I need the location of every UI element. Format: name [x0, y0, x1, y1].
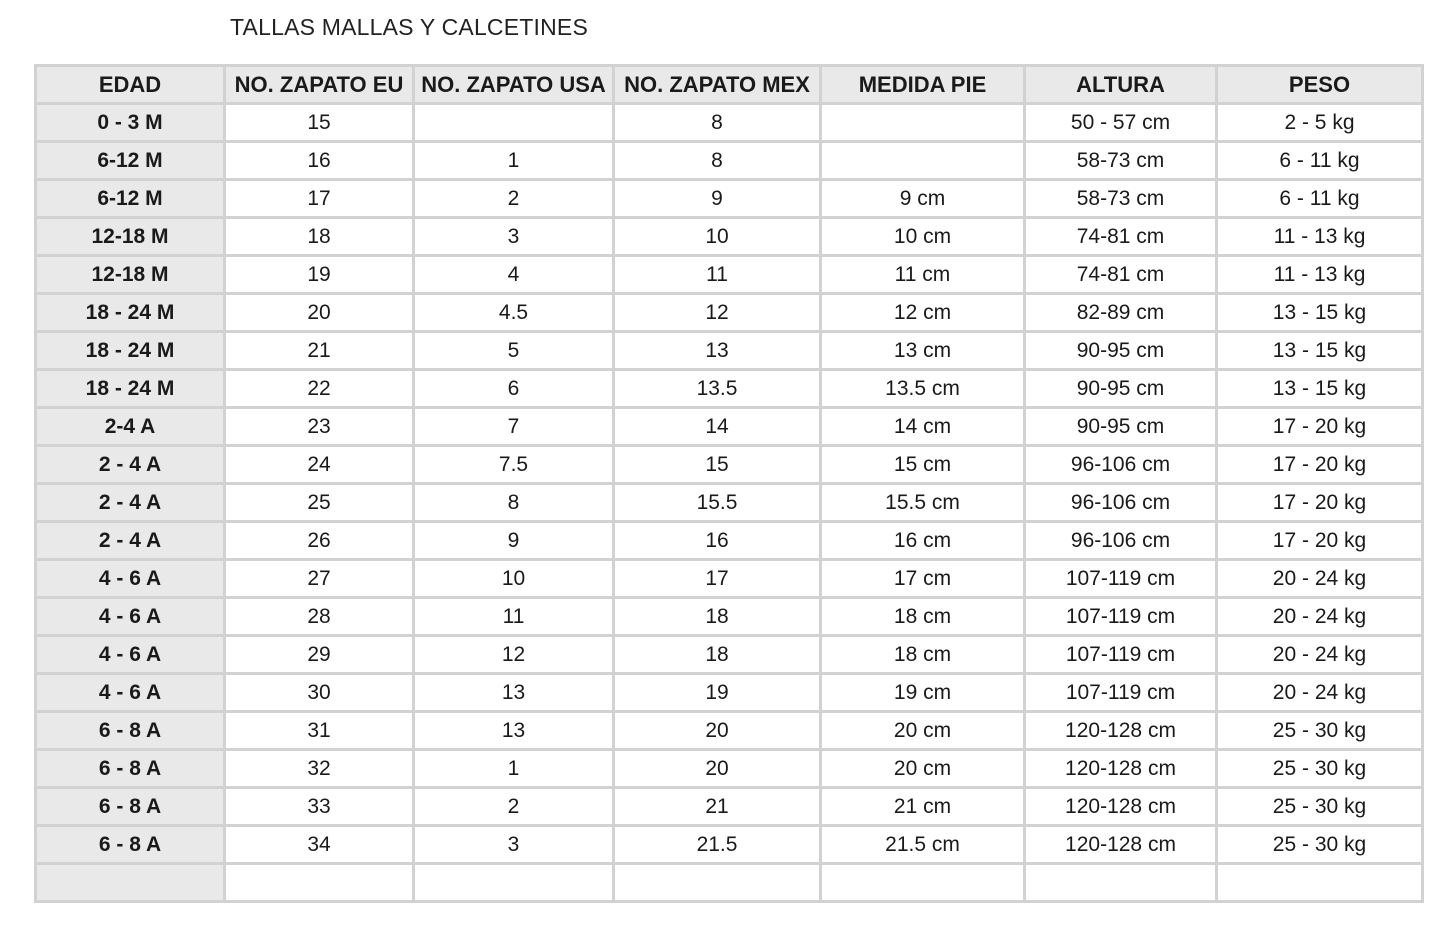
cell-col-zapato-usa: 9: [414, 522, 614, 560]
table-row: [36, 218, 1423, 256]
cell-col-zapato-usa: 12: [414, 636, 614, 674]
cell-col-zapato-mex: [614, 864, 821, 902]
cell-col-medida-pie: 20 cm: [821, 750, 1025, 788]
cell-col-peso: 13 - 15 kg: [1217, 370, 1423, 408]
cell-col-zapato-mex: 16: [614, 522, 821, 560]
cell-col-edad: 6-12 M: [36, 142, 225, 180]
cell-col-altura: 107-119 cm: [1025, 674, 1217, 712]
cell-col-medida-pie: 20 cm: [821, 712, 1025, 750]
header-col-zapato-usa: NO. ZAPATO USA: [414, 66, 614, 104]
cell-col-medida-pie: 18 cm: [821, 636, 1025, 674]
page-title: TALLAS MALLAS Y CALCETINES: [230, 14, 589, 40]
cell-col-peso: [1217, 864, 1423, 902]
cell-col-edad: 18 - 24 M: [36, 294, 225, 332]
cell-col-peso: 25 - 30 kg: [1217, 750, 1423, 788]
cell-col-altura: 74-81 cm: [1025, 218, 1217, 256]
cell-col-zapato-usa: 3: [414, 826, 614, 864]
cell-col-zapato-mex: 13.5: [614, 370, 821, 408]
cell-col-zapato-usa: 1: [414, 750, 614, 788]
cell-col-altura: 120-128 cm: [1025, 788, 1217, 826]
cell-col-zapato-eu: 15: [225, 104, 414, 142]
cell-col-zapato-mex: 21: [614, 788, 821, 826]
header-col-zapato-eu: NO. ZAPATO EU: [225, 66, 414, 104]
cell-col-peso: 25 - 30 kg: [1217, 712, 1423, 750]
cell-col-edad: 2 - 4 A: [36, 446, 225, 484]
cell-col-edad: 6 - 8 A: [36, 750, 225, 788]
cell-col-medida-pie: 15 cm: [821, 446, 1025, 484]
table-row: [36, 712, 1423, 750]
cell-col-medida-pie: 17 cm: [821, 560, 1025, 598]
cell-col-zapato-eu: 34: [225, 826, 414, 864]
cell-col-altura: 120-128 cm: [1025, 750, 1217, 788]
cell-col-altura: [1025, 864, 1217, 902]
cell-col-zapato-mex: 21.5: [614, 826, 821, 864]
cell-col-zapato-eu: 27: [225, 560, 414, 598]
cell-col-edad: 18 - 24 M: [36, 370, 225, 408]
cell-col-zapato-eu: 29: [225, 636, 414, 674]
cell-col-zapato-mex: 14: [614, 408, 821, 446]
cell-col-edad: 6 - 8 A: [36, 826, 225, 864]
cell-col-zapato-eu: 31: [225, 712, 414, 750]
table-row: [36, 294, 1423, 332]
table-row: [36, 408, 1423, 446]
cell-col-zapato-usa: 6: [414, 370, 614, 408]
cell-col-peso: 11 - 13 kg: [1217, 218, 1423, 256]
size-chart-table: [34, 64, 1424, 903]
table-row: [36, 104, 1423, 142]
cell-col-edad: 12-18 M: [36, 218, 225, 256]
cell-col-zapato-mex: 8: [614, 142, 821, 180]
cell-col-peso: 25 - 30 kg: [1217, 826, 1423, 864]
cell-col-edad: [36, 864, 225, 902]
cell-col-medida-pie: 21.5 cm: [821, 826, 1025, 864]
cell-col-zapato-eu: 21: [225, 332, 414, 370]
cell-col-medida-pie: 13.5 cm: [821, 370, 1025, 408]
cell-col-zapato-usa: 4.5: [414, 294, 614, 332]
table-row: [36, 256, 1423, 294]
cell-col-zapato-usa: 8: [414, 484, 614, 522]
cell-col-peso: 20 - 24 kg: [1217, 674, 1423, 712]
cell-col-peso: 17 - 20 kg: [1217, 484, 1423, 522]
cell-col-altura: 96-106 cm: [1025, 446, 1217, 484]
cell-col-altura: 107-119 cm: [1025, 598, 1217, 636]
cell-col-zapato-eu: 16: [225, 142, 414, 180]
cell-col-peso: 6 - 11 kg: [1217, 142, 1423, 180]
table-row: [36, 788, 1423, 826]
cell-col-zapato-mex: 8: [614, 104, 821, 142]
header-col-zapato-mex: NO. ZAPATO MEX: [614, 66, 821, 104]
cell-col-zapato-eu: 26: [225, 522, 414, 560]
cell-col-zapato-eu: 18: [225, 218, 414, 256]
table-body: [36, 104, 1423, 902]
cell-col-zapato-usa: 7: [414, 408, 614, 446]
cell-col-zapato-mex: 15: [614, 446, 821, 484]
table-row: [36, 370, 1423, 408]
table-row: [36, 750, 1423, 788]
cell-col-peso: 2 - 5 kg: [1217, 104, 1423, 142]
cell-col-medida-pie: 9 cm: [821, 180, 1025, 218]
cell-col-edad: 2 - 4 A: [36, 484, 225, 522]
cell-col-altura: 58-73 cm: [1025, 180, 1217, 218]
cell-col-altura: 107-119 cm: [1025, 560, 1217, 598]
table-row: [36, 864, 1423, 902]
cell-col-zapato-usa: 3: [414, 218, 614, 256]
cell-col-zapato-eu: 23: [225, 408, 414, 446]
cell-col-zapato-usa: 13: [414, 674, 614, 712]
cell-col-peso: 17 - 20 kg: [1217, 446, 1423, 484]
table-row: [36, 598, 1423, 636]
cell-col-zapato-usa: 5: [414, 332, 614, 370]
table-row: [36, 674, 1423, 712]
cell-col-peso: 13 - 15 kg: [1217, 332, 1423, 370]
cell-col-zapato-usa: 1: [414, 142, 614, 180]
cell-col-zapato-usa: [414, 864, 614, 902]
cell-col-edad: 12-18 M: [36, 256, 225, 294]
cell-col-zapato-usa: 13: [414, 712, 614, 750]
cell-col-medida-pie: 21 cm: [821, 788, 1025, 826]
header-col-peso: PESO: [1217, 66, 1423, 104]
cell-col-medida-pie: 15.5 cm: [821, 484, 1025, 522]
cell-col-edad: 6-12 M: [36, 180, 225, 218]
cell-col-zapato-mex: 17: [614, 560, 821, 598]
cell-col-medida-pie: 13 cm: [821, 332, 1025, 370]
table-row: [36, 636, 1423, 674]
cell-col-zapato-eu: 19: [225, 256, 414, 294]
cell-col-altura: 82-89 cm: [1025, 294, 1217, 332]
cell-col-medida-pie: 18 cm: [821, 598, 1025, 636]
cell-col-zapato-eu: 20: [225, 294, 414, 332]
cell-col-medida-pie: 16 cm: [821, 522, 1025, 560]
table-row: [36, 826, 1423, 864]
cell-col-zapato-eu: 17: [225, 180, 414, 218]
cell-col-peso: 25 - 30 kg: [1217, 788, 1423, 826]
cell-col-zapato-usa: 11: [414, 598, 614, 636]
cell-col-zapato-eu: 32: [225, 750, 414, 788]
cell-col-altura: 90-95 cm: [1025, 370, 1217, 408]
cell-col-zapato-mex: 10: [614, 218, 821, 256]
cell-col-zapato-usa: [414, 104, 614, 142]
cell-col-zapato-mex: 12: [614, 294, 821, 332]
cell-col-zapato-eu: [225, 864, 414, 902]
cell-col-edad: 6 - 8 A: [36, 712, 225, 750]
table-row: [36, 446, 1423, 484]
cell-col-altura: 120-128 cm: [1025, 826, 1217, 864]
table-row: [36, 180, 1423, 218]
cell-col-edad: 4 - 6 A: [36, 560, 225, 598]
cell-col-zapato-usa: 4: [414, 256, 614, 294]
table-row: [36, 142, 1423, 180]
cell-col-zapato-usa: 7.5: [414, 446, 614, 484]
cell-col-altura: 74-81 cm: [1025, 256, 1217, 294]
cell-col-zapato-usa: 10: [414, 560, 614, 598]
header-col-medida-pie: MEDIDA PIE: [821, 66, 1025, 104]
cell-col-peso: 20 - 24 kg: [1217, 598, 1423, 636]
cell-col-medida-pie: 11 cm: [821, 256, 1025, 294]
cell-col-zapato-eu: 28: [225, 598, 414, 636]
cell-col-altura: 50 - 57 cm: [1025, 104, 1217, 142]
cell-col-edad: 0 - 3 M: [36, 104, 225, 142]
cell-col-zapato-mex: 18: [614, 598, 821, 636]
cell-col-zapato-eu: 24: [225, 446, 414, 484]
table-header-row: [36, 66, 1423, 104]
cell-col-edad: 2 - 4 A: [36, 522, 225, 560]
cell-col-medida-pie: 10 cm: [821, 218, 1025, 256]
cell-col-edad: 2-4 A: [36, 408, 225, 446]
cell-col-medida-pie: [821, 142, 1025, 180]
cell-col-altura: 90-95 cm: [1025, 332, 1217, 370]
cell-col-zapato-usa: 2: [414, 788, 614, 826]
cell-col-altura: 96-106 cm: [1025, 484, 1217, 522]
cell-col-zapato-mex: 9: [614, 180, 821, 218]
cell-col-edad: 18 - 24 M: [36, 332, 225, 370]
cell-col-edad: 6 - 8 A: [36, 788, 225, 826]
cell-col-medida-pie: 19 cm: [821, 674, 1025, 712]
header-col-edad: EDAD: [36, 66, 225, 104]
cell-col-peso: 17 - 20 kg: [1217, 408, 1423, 446]
cell-col-edad: 4 - 6 A: [36, 598, 225, 636]
cell-col-medida-pie: 14 cm: [821, 408, 1025, 446]
cell-col-peso: 20 - 24 kg: [1217, 560, 1423, 598]
cell-col-zapato-eu: 22: [225, 370, 414, 408]
cell-col-edad: 4 - 6 A: [36, 636, 225, 674]
cell-col-peso: 20 - 24 kg: [1217, 636, 1423, 674]
cell-col-zapato-eu: 25: [225, 484, 414, 522]
header-col-altura: ALTURA: [1025, 66, 1217, 104]
cell-col-edad: 4 - 6 A: [36, 674, 225, 712]
cell-col-altura: 120-128 cm: [1025, 712, 1217, 750]
cell-col-zapato-mex: 11: [614, 256, 821, 294]
cell-col-zapato-mex: 20: [614, 712, 821, 750]
cell-col-medida-pie: [821, 864, 1025, 902]
cell-col-peso: 13 - 15 kg: [1217, 294, 1423, 332]
cell-col-peso: 6 - 11 kg: [1217, 180, 1423, 218]
cell-col-zapato-mex: 20: [614, 750, 821, 788]
cell-col-zapato-mex: 18: [614, 636, 821, 674]
cell-col-peso: 17 - 20 kg: [1217, 522, 1423, 560]
cell-col-zapato-mex: 19: [614, 674, 821, 712]
cell-col-zapato-eu: 33: [225, 788, 414, 826]
cell-col-peso: 11 - 13 kg: [1217, 256, 1423, 294]
cell-col-zapato-usa: 2: [414, 180, 614, 218]
cell-col-altura: 96-106 cm: [1025, 522, 1217, 560]
cell-col-zapato-eu: 30: [225, 674, 414, 712]
table-row: [36, 332, 1423, 370]
cell-col-zapato-mex: 13: [614, 332, 821, 370]
cell-col-altura: 90-95 cm: [1025, 408, 1217, 446]
table-row: [36, 560, 1423, 598]
table-row: [36, 522, 1423, 560]
cell-col-medida-pie: [821, 104, 1025, 142]
cell-col-altura: 58-73 cm: [1025, 142, 1217, 180]
cell-col-medida-pie: 12 cm: [821, 294, 1025, 332]
cell-col-altura: 107-119 cm: [1025, 636, 1217, 674]
cell-col-zapato-mex: 15.5: [614, 484, 821, 522]
table-row: [36, 484, 1423, 522]
